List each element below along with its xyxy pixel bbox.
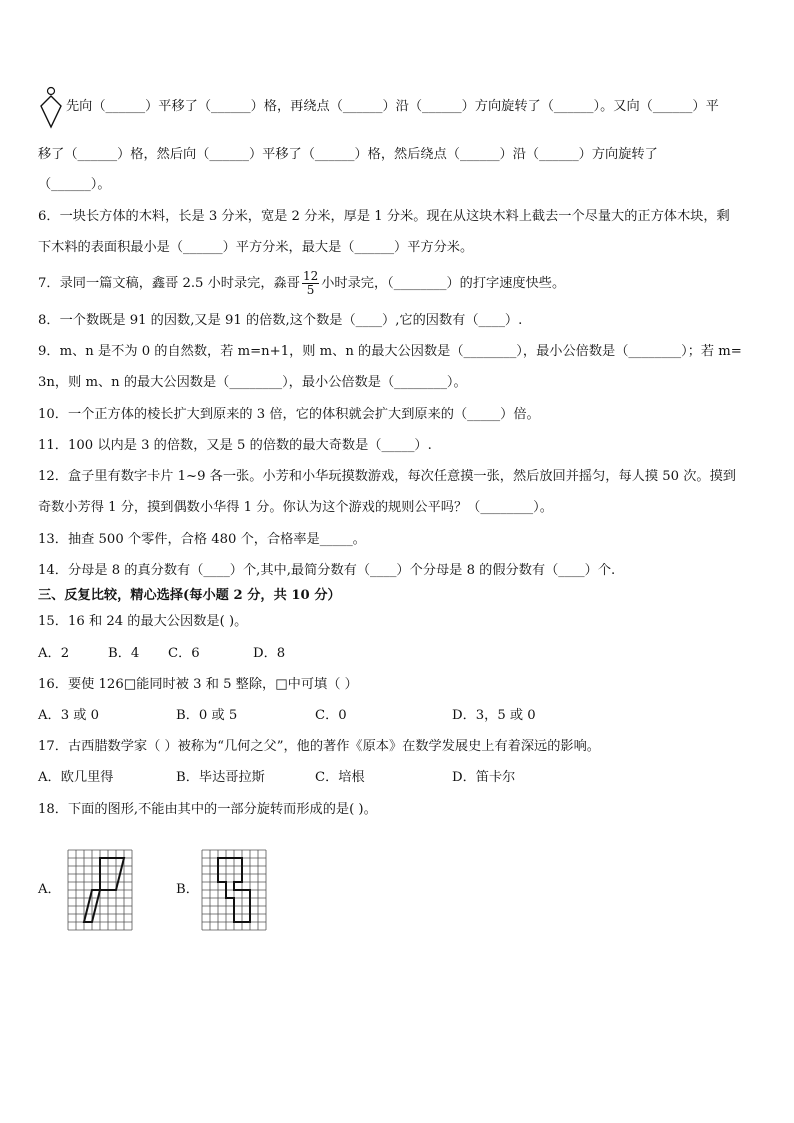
q18-option-a-label: A． — [38, 882, 61, 897]
q8-text: 8．一个数既是 91 的因数,又是 91 的倍数,这个数是（____）,它的因数有（____）. — [38, 313, 523, 328]
q12-line-2: 奇数小芳得 1 分，摸到偶数小华得 1 分。你认为这个游戏的规则公平吗？（________）。 — [38, 500, 553, 515]
q7-text — [38, 268, 565, 300]
q17-option-c: C．培根 — [315, 770, 365, 785]
q7-before: 7．录同一篇文稿，鑫哥 2.5 小时录完，淼哥 — [38, 276, 300, 291]
q7-fraction-numerator: 12 — [302, 269, 319, 283]
q17-option-d: D．笛卡尔 — [452, 770, 516, 785]
q15-option-c: C．6 — [168, 646, 200, 661]
q15-stem: 15．16 和 24 的最大公因数是( )。 — [38, 614, 248, 629]
q16-option-c: C．0 — [315, 708, 347, 723]
q13-text: 13．抽查 500 个零件，合格 480 个，合格率是_____。 — [38, 532, 366, 547]
q15-option-a: A．2 — [38, 646, 70, 661]
q7-fraction-denominator: 5 — [306, 283, 315, 297]
q7-fraction — [302, 270, 319, 297]
q6-line-1: 6．一块长方体的木料，长是 3 分米，宽是 2 分米，厚是 1 分米。现在从这块木料上截去一个尽量大的正方体木块，剩 — [38, 209, 730, 224]
q10-text: 10．一个正方体的棱长扩大到原来的 3 倍，它的体积就会扩大到原来的（_____）倍。 — [38, 407, 540, 422]
q5-line-1: 先向（______）平移了（______）格，再绕点（______）沿（______）方向旋转了（______）。又向（______）平 — [66, 99, 719, 114]
kite-shape-figure — [38, 86, 64, 130]
q15-option-d: D．8 — [253, 646, 286, 661]
q17-option-a: A．欧几里得 — [38, 770, 114, 785]
section-3-heading: 三、反复比较，精心选择(每小题 2 分，共 10 分） — [38, 588, 341, 603]
q18-option-b-grid-figure — [200, 846, 268, 932]
q18-stem: 18．下面的图形,不能由其中的一部分旋转而形成的是( )。 — [38, 802, 377, 817]
q16-stem: 16．要使 126□能同时被 3 和 5 整除，□中可填（ ） — [38, 677, 358, 692]
q7-after: 小时录完，（________）的打字速度快些。 — [321, 276, 566, 291]
q6-line-2: 下木料的表面积最小是（______）平方分米，最大是（______）平方分米。 — [38, 240, 474, 255]
q9-line-1: 9．m、n 是不为 0 的自然数，若 m=n+1，则 m、n 的最大公因数是（________），最小公倍数是（________）；若 m= — [38, 344, 742, 359]
q16-option-a: A．3 或 0 — [38, 708, 100, 723]
q5-line-3: （______）。 — [38, 177, 111, 192]
q17-option-b: B．毕达哥拉斯 — [176, 770, 265, 785]
q16-option-d: D．3，5 或 0 — [452, 708, 536, 723]
q18-option-a-grid-figure — [66, 846, 134, 932]
q16-option-b: B．0 或 5 — [176, 708, 238, 723]
q9-line-2: 3n，则 m、n 的最大公因数是（________），最小公倍数是（________）。 — [38, 375, 467, 390]
q5-line-2: 移了（______）格，然后向（______）平移了（______）格，然后绕点（______）沿（______）方向旋转了 — [38, 147, 658, 162]
q15-option-b: B．4 — [108, 646, 140, 661]
q11-text: 11．100 以内是 3 的倍数，又是 5 的倍数的最大奇数是（_____）. — [38, 438, 432, 453]
q14-text: 14．分母是 8 的真分数有（____）个,其中,最简分数有（____）个分母是 8 的假分数有（____）个. — [38, 563, 616, 578]
q12-line-1: 12．盒子里有数字卡片 1~9 各一张。小芳和小华玩摸数游戏，每次任意摸一张，然后放回并摇匀，每人摸 50 次。摸到 — [38, 469, 736, 484]
q17-stem: 17．古西腊数学家（ ）被称为“几何之父”，他的著作《原本》在数学发展史上有着深远的影响。 — [38, 739, 600, 754]
q18-option-b-label: B． — [176, 882, 199, 897]
